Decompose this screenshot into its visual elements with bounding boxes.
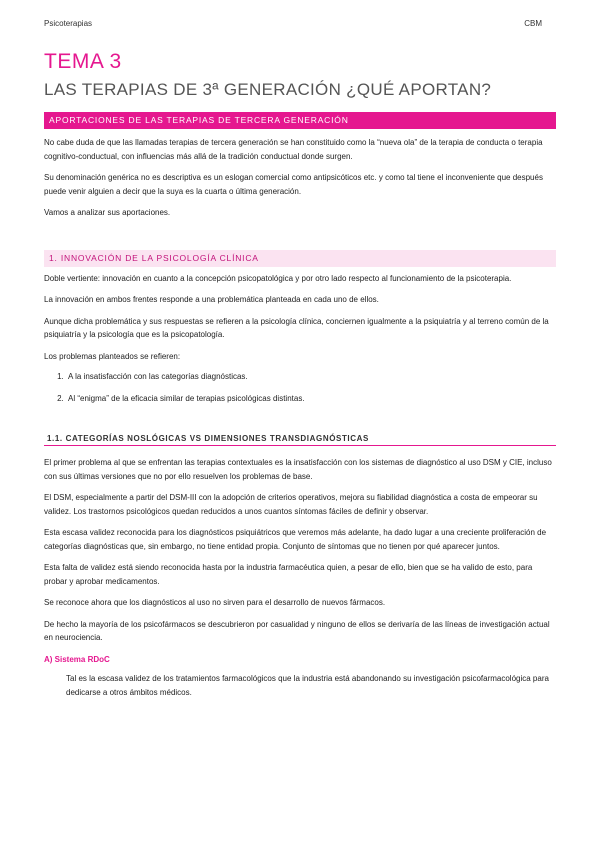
running-header-left: Psicoterapias: [44, 19, 93, 28]
paragraph: Esta escasa validez reconocida para los diagnósticos psiquiátricos que veremos más adelante, ha dado lugar a una creciente proliferación de categorías diagnósticas que, sin embargo, no tiene entidad propia. Conjunto de síntomas que no tienen por qué aparecer juntos.: [44, 528, 547, 551]
page-title: TEMA 3: [44, 50, 122, 73]
page-subtitle: LAS TERAPIAS DE 3ª GENERACIÓN ¿QUÉ APORTAN?: [44, 80, 492, 99]
paragraph: De hecho la mayoría de los psicofármacos se descubrieron por casualidad y ninguno de ellos se derivaría de las líneas de investigación actual en neurociencia.: [44, 619, 550, 642]
paragraph: La innovación en ambos frentes responde a una problemática planteada en cada uno de ellos.: [44, 295, 379, 304]
paragraph: Los problemas planteados se refieren:: [44, 351, 181, 361]
running-header-right: CBM: [524, 19, 542, 28]
list-item: 2. Al “enigma” de la eficacia similar de terapias psicológicas distintas.: [66, 392, 556, 406]
subheading-rdoc: A) Sistema RDoC: [44, 654, 110, 664]
paragraph: Tal es la escasa validez de los tratamientos farmacológicos que la industria está abandonando su investigación psicofarmacológica para dedicarse a otros ámbitos médicos.: [66, 674, 549, 697]
paragraph: No cabe duda de que las llamadas terapias de tercera generación se han constituido como la “nueva ola” de la terapia de conducta o terapia cognitivo-conductual, con influencias más allá de la tradición conductual donde surgen.: [44, 138, 543, 161]
problems-list: [44, 370, 556, 405]
paragraph: Se reconoce ahora que los diagnósticos al uso no sirven para el desarrollo de nuevos fármacos.: [44, 598, 386, 607]
paragraph: El primer problema al que se enfrentan las terapias contextuales es la insatisfacción con los sistemas de diagnóstico al uso DSM y CIE, incluso con sus últimas versiones que no por ello resuelven los problemas de base.: [44, 458, 552, 481]
paragraph: Vamos a analizar sus aportaciones.: [44, 208, 171, 217]
section-heading-categorias: 1.1. CATEGORÍAS NOSLÓGICAS VS DIMENSIONES TRANSDIAGNÓSTICAS: [44, 434, 556, 446]
section-heading-aportaciones: APORTACIONES DE LAS TERAPIAS DE TERCERA GENERACIÓN: [44, 112, 556, 129]
paragraph: Doble vertiente: innovación en cuanto a la concepción psicopatológica y por otro lado respecto al funcionamiento de la psicoterapia.: [44, 273, 512, 283]
paragraph: El DSM, especialmente a partir del DSM-III con la adopción de criterios operativos, mejora su fiabilidad diagnóstica a costa de empeorar su validez. Los trastornos psicológicos quedan reducidos a unos cuantos síntomas fáciles de definir y observar.: [44, 493, 538, 516]
paragraph: Aunque dicha problemática y sus respuestas se refieren a la psicología clínica, conciernen igualmente a la psiquiatría y al terreno común de la psiquiatría y la psicología que es la psicopatología.: [44, 316, 549, 339]
page-content: [44, 50, 556, 699]
section-heading-innovacion: 1. INNOVACIÓN DE LA PSICOLOGÍA CLÍNICA: [44, 250, 556, 267]
paragraph: Su denominación genérica no es descriptiva es un eslogan comercial como antipsicóticos etc. y como tal tiene el inconveniente que después puede venir alguien a decir que la suya es la cuarta o última generación.: [44, 173, 543, 196]
paragraph: Esta falta de validez está siendo reconocida hasta por la industria farmacéutica quien, a pesar de ello, bien que se ha valido de esto, para probar y aprobar medicamentos.: [44, 563, 533, 586]
list-item: 1. A la insatisfacción con las categorías diagnósticas.: [66, 370, 556, 384]
